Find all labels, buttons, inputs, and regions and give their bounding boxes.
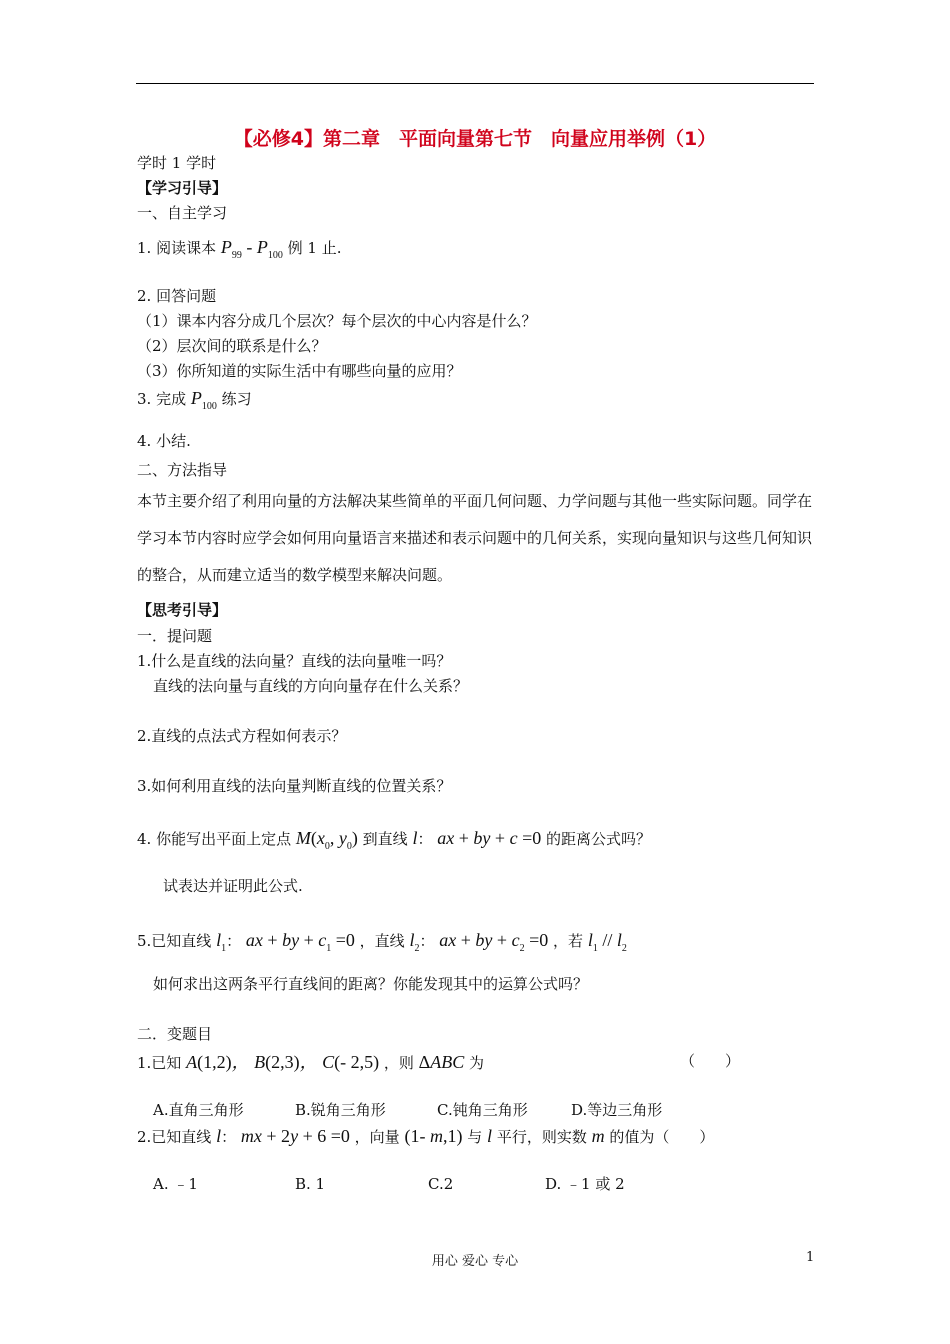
formula-real-m: m: [591, 1126, 605, 1146]
variant-1-choice-d: D.等边三角形: [571, 1101, 663, 1119]
formula-points: A(1,2)， B(2,3)， C(- 2,5): [186, 1052, 380, 1072]
variant-2-mid-3: 平行，则实数: [496, 1128, 587, 1146]
answer-bracket: （ ）: [680, 1052, 741, 1070]
question-2: 2.直线的点法式方程如何表示？: [137, 727, 347, 745]
question-5-mid-1: ，直线: [359, 932, 405, 950]
s1-item-1: [137, 237, 342, 266]
s1-item-3-pre: 3. 完成: [137, 390, 187, 408]
s1-item-1-pre: 1. 阅读课本: [137, 239, 217, 257]
formula-line-l2: $l_2$: [409, 930, 420, 954]
question-5-mid-2: ，若: [553, 932, 584, 950]
question-1-line-1: 1.什么是直线的法向量？直线的法向量唯一吗？: [137, 652, 452, 670]
variant-1-choice-b: B.锐角三角形: [295, 1101, 386, 1119]
variant-heading: 二．变题目: [137, 1025, 213, 1043]
ask-questions-heading: 一．提问题: [137, 627, 213, 645]
page-number: 1: [806, 1250, 815, 1265]
s1-item-1-post: 例 1 止.: [287, 239, 342, 257]
formula-point-m: $M(x_0$, $y_0$): [295, 828, 358, 852]
s1-item-4: 4. 小结.: [137, 432, 191, 450]
thinking-guide-heading: 【思考引导】: [137, 601, 228, 619]
question-4-pre: 4. 你能写出平面上定点: [137, 830, 292, 848]
variant-1: [137, 1052, 484, 1073]
question-5-pre: 5.已知直线: [137, 932, 212, 950]
question-1-line-2: 直线的法向量与直线的方向向量存在什么关系？: [153, 677, 469, 695]
variant-2-mid-2: 与: [467, 1128, 483, 1146]
s1-question-2: （2）层次间的联系是什么？: [137, 337, 327, 355]
page-footer: 用心 爱心 专心: [431, 1254, 519, 1269]
method-paragraph: 本节主要介绍了利用向量的方法解决某些简单的平面几何问题、力学问题与其他一些实际问题。同学在学习本节内容时应学会如何用向量语言来描述和表示问题中的几何关系，实现向量知识与这些几何知识的整合，从而建立适当的数学模型来解决问题。: [137, 492, 813, 584]
formula-line-v2-equation: mx + 2y + 6 =0: [240, 1126, 350, 1146]
variant-1-choice-a: A.直角三角形: [153, 1101, 244, 1119]
study-guide-heading: 【学习引导】: [137, 179, 228, 197]
formula-page: $P_{100}$: [190, 388, 217, 412]
s1-question-3: （3）你所知道的实际生活中有哪些向量的应用？: [137, 362, 462, 380]
s1-item-3: [137, 388, 252, 417]
variant-2-post: 的值为（ ）: [609, 1128, 715, 1146]
variant-2-choice-c: C.2: [428, 1175, 454, 1193]
s1-item-3-post: 练习: [221, 390, 252, 408]
header-rule: [136, 83, 814, 84]
formula-line-l-ref: l: [487, 1126, 493, 1146]
formula-line-l1: $l_1$: [216, 930, 227, 954]
study-hours: 学时 1 学时: [137, 154, 217, 172]
question-5: 5.已知直线 $l_1$： ax + by + $c_1 =0$ ，直线 $l_2$： ax + by + $c_2 =0$ ，若 $l_1 // l_2$: [137, 930, 627, 954]
question-5-line-2: 如何求出这两条平行直线间的距离？你能发现其中的运算公式吗？: [153, 975, 589, 993]
formula-parallel: $l_1 // l_2$: [587, 930, 627, 954]
variant-1-choice-c: C.钝角三角形: [437, 1101, 528, 1119]
formula-page-range: $P_{99} - P_{100}$: [220, 237, 283, 261]
variant-1-post: 为: [469, 1054, 485, 1072]
question-4: 4. 你能写出平面上定点 $M(x_0$, $y_0$) 到直线 l： ax + by + c =0 的距离公式吗？: [137, 828, 652, 852]
question-4-post: 的距离公式吗？: [546, 830, 652, 848]
formula-line-l-v2: l: [216, 1126, 222, 1146]
question-3: 3.如何利用直线的法向量判断直线的位置关系？: [137, 777, 452, 795]
variant-1-pre: 1.已知: [137, 1054, 182, 1072]
formula-triangle: ΔABC: [418, 1052, 465, 1072]
variant-2-choice-b: B. 1: [295, 1175, 326, 1193]
variant-2-mid-1: ，向量: [354, 1128, 400, 1146]
section-self-study-heading: 一、自主学习: [137, 204, 228, 222]
variant-2-pre: 2.已知直线: [137, 1128, 212, 1146]
question-4-mid: 到直线: [362, 830, 408, 848]
formula-line-equation: ax + by + c =0: [437, 828, 542, 848]
formula-line-l: l: [412, 828, 418, 848]
s1-question-1: （1）课本内容分成几个层次？每个层次的中心内容是什么？: [137, 312, 537, 330]
formula-line-l2-equation: ax + by + $c_2 =0$: [439, 930, 549, 954]
question-4-line-2: 试表达并证明此公式.: [163, 877, 303, 895]
variant-2-choice-d: D. ﹣1 或 2: [545, 1175, 625, 1193]
s1-item-2: 2. 回答问题: [137, 287, 217, 305]
formula-line-l1-equation: ax + by + $c_1 =0$: [245, 930, 355, 954]
formula-vector: (1- m,1): [404, 1126, 463, 1146]
section-method-heading: 二、方法指导: [137, 461, 228, 479]
page-title: 【必修4】第二章 平面向量第七节 向量应用举例（1）: [233, 128, 717, 150]
variant-2: 2.已知直线 l： mx + 2y + 6 =0 ，向量 (1- m,1) 与 l 平行，则实数 m 的值为（ ）: [137, 1126, 715, 1146]
variant-1-mid: ，则: [383, 1054, 414, 1072]
variant-2-choice-a: A. ﹣1: [153, 1175, 198, 1193]
